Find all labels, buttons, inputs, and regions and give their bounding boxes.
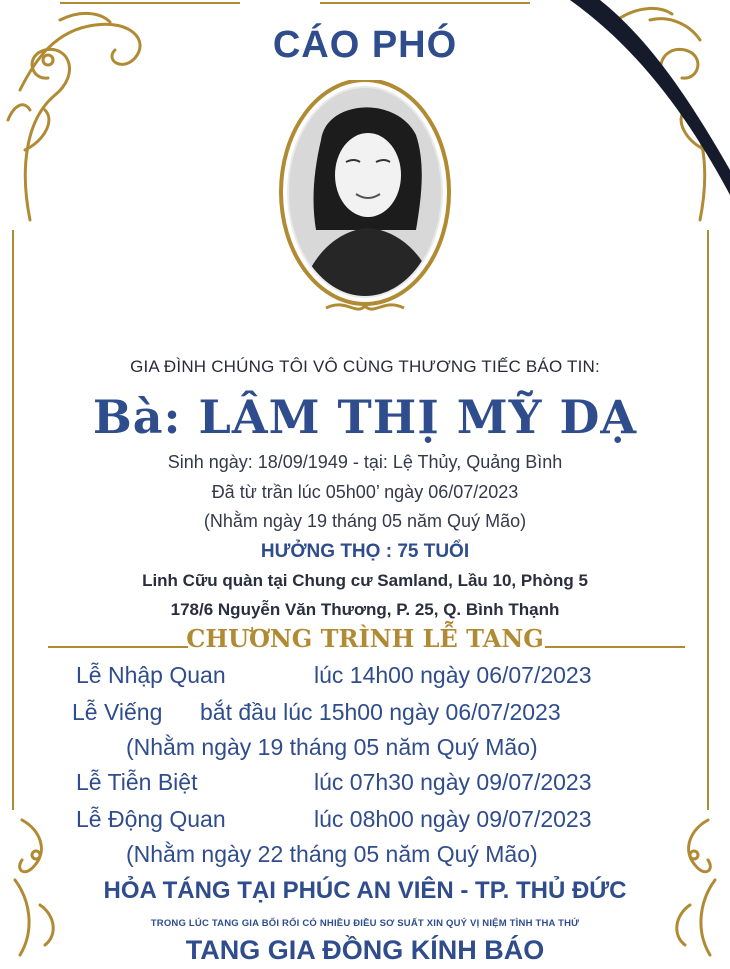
cremation-info: HỎA TÁNG TẠI PHÚC AN VIÊN - TP. THỦ ĐỨC: [103, 877, 627, 904]
lunar-death-info: (Nhằm ngày 19 tháng 05 năm Quý Mão): [203, 511, 527, 531]
program-title: CHƯƠNG TRÌNH LỄ TANG: [186, 624, 544, 653]
lunar-note: (Nhằm ngày 22 tháng 05 năm Quý Mão): [126, 841, 538, 867]
section-divider: [545, 646, 685, 648]
program-item-label: Lễ Nhập Quan: [76, 662, 226, 688]
location-line-2: 178/6 Nguyễn Văn Thương, P. 25, Q. Bình Thạnh: [170, 600, 560, 619]
program-item-time: lúc 08h00 ngày 09/07/2023: [314, 806, 592, 832]
death-info: Đã từ trần lúc 05h00’ ngày 06/07/2023: [211, 482, 519, 502]
closing-text: TANG GIA ĐỒNG KÍNH BÁO: [185, 935, 545, 965]
deceased-name: Bà: LÂM THỊ MỸ DẠ: [92, 390, 638, 444]
program-item-time: lúc 14h00 ngày 06/07/2023: [314, 662, 592, 688]
program-item-label: Lễ Động Quan: [76, 806, 226, 832]
location-line-1: Linh Cữu quàn tại Chung cư Samland, Lầu 10, Phòng 5: [142, 571, 588, 590]
age-info: HƯỞNG THỌ : 75 TUỔI: [260, 541, 470, 562]
lunar-note: (Nhằm ngày 19 tháng 05 năm Quý Mão): [126, 734, 538, 760]
program-item-label: Lễ Tiễn Biệt: [76, 769, 198, 795]
birth-info: Sinh ngày: 18/09/1949 - tại: Lệ Thủy, Quảng Bình: [167, 452, 563, 472]
announcement-text: GIA ĐÌNH CHÚNG TÔI VÔ CÙNG THƯƠNG TIẾC BÁO TIN:: [130, 357, 600, 376]
program-item-time: lúc 07h30 ngày 09/07/2023: [314, 769, 592, 795]
portrait-photo: [276, 80, 454, 320]
program-item-time: bắt đầu lúc 15h00 ngày 06/07/2023: [200, 699, 561, 725]
program-item-label: Lễ Viếng: [72, 699, 163, 725]
apology-text: TRONG LÚC TANG GIA BỐI RỐI CÓ NHIỀU ĐIỀU SƠ SUẤT XIN QUÝ VỊ NIỆM TÌNH THA THỨ: [150, 918, 580, 929]
page-title: CÁO PHÓ: [272, 24, 458, 66]
